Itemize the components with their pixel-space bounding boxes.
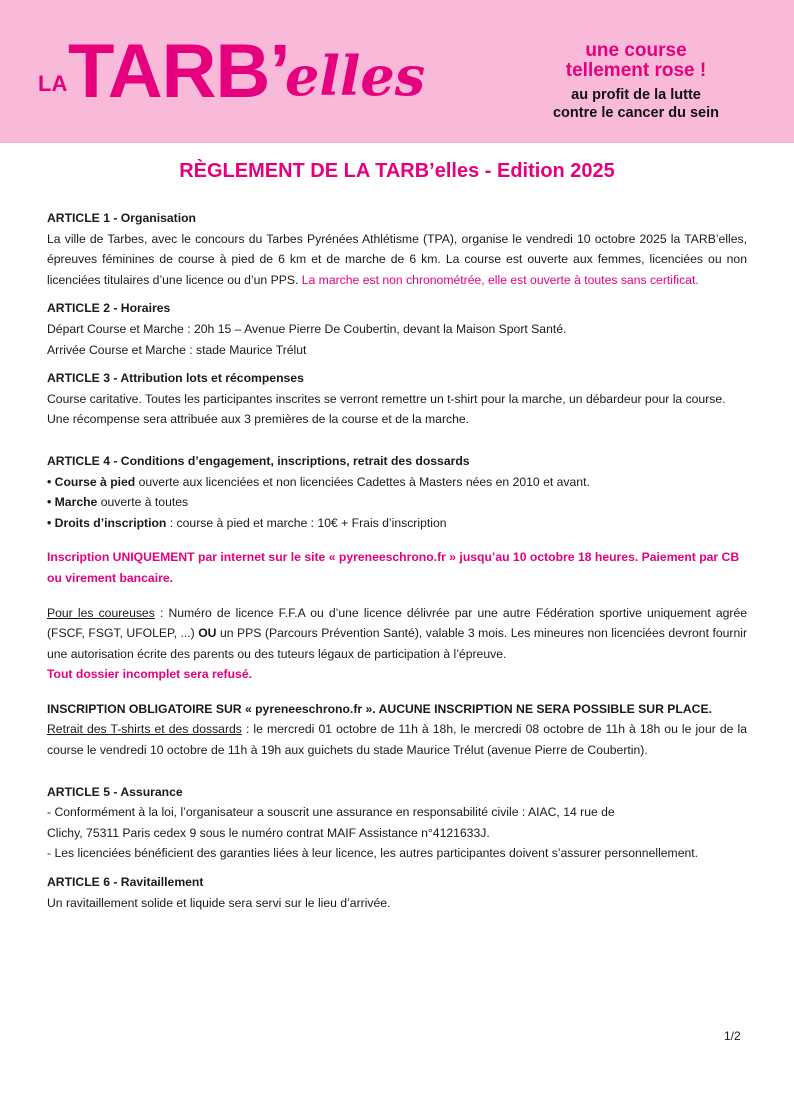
article-5-line-2: Clichy, 75311 Paris cedex 9 sous le numéro contrat MAIF Assistance n°4121633J.: [47, 825, 490, 840]
article-4-heading: ARTICLE 4 - Conditions d’engagement, inscriptions, retrait des dossards: [47, 453, 470, 468]
article-4-inscription-notice: Inscription UNIQUEMENT par internet sur le site « pyreneeschrono.fr » jusqu’au 10 octobre 18 heures. Paiement par CB ou virement bancaire.: [47, 550, 740, 585]
coureuses-text-1: : Numéro de licence F.F.A ou d’une licence délivrée par une autre Fédération sportive uniquement agrée (FSCF, FSGT, UFOLEP, ...): [47, 605, 748, 641]
article-3-text-1: Course caritative. Toutes les participantes inscrites se verront remettre un t-shirt pour la marche, un débardeur pour la course.: [47, 391, 726, 406]
page-number: 1/2: [724, 1029, 741, 1043]
coureuses-text-2: un PPS (Parcours Prévention Santé), valable 3 mois. Les mineures non licenciées devront fournir une autorisation écrite des parents ou des tuteurs légaux de participation à l’épreuve.: [47, 626, 748, 661]
article-6-heading: ARTICLE 6 - Ravitaillement: [47, 875, 204, 890]
rules-body: [47, 208, 747, 913]
article-5-line-3: - Les licenciées bénéficient des garanties liées à leur licence, les autres participantes doivent s’assurer personnellement.: [47, 846, 699, 861]
bullet-marche-text: ouverte à toutes: [97, 495, 189, 510]
logo-la-text: LA: [38, 71, 68, 96]
article-5-line-1: - Conformément à la loi, l’organisateur a souscrit une assurance en responsabilité civile : AIAC, 14 rue de: [47, 805, 615, 820]
bullet-marche-label: • Marche: [47, 495, 98, 510]
page-title: RÈGLEMENT DE LA TARB’elles - Edition 2025: [179, 160, 615, 182]
article-1-text: La ville de Tarbes, avec le concours du Tarbes Pyrénées Athlétisme (TPA), organise le vendredi 10 octobre 2025 la TARB’elles, épreuves féminines de course à pied de 6 km et de marche de 6 km. La course est ouverte aux femmes, licenciées ou non licenciées titulaires d’une licence ou d’un PPS.: [47, 231, 747, 287]
tagline-line-4: contre le cancer du sein: [552, 105, 719, 121]
article-1-heading: ARTICLE 1 - Organisation: [47, 211, 196, 225]
tagline-line-3: au profit de la lutte: [571, 87, 701, 103]
bullet-course-label: • Course à pied: [47, 474, 136, 489]
article-4-retrait: [47, 719, 747, 760]
logo-tarb-text: TARB’: [68, 29, 290, 114]
article-2-arrivee: Arrivée Course et Marche : stade Maurice Trélut: [47, 342, 307, 357]
coureuses-label: Pour les coureuses: [47, 605, 155, 620]
retrait-text: : le mercredi 01 octobre de 11h à 18h, le mercredi 08 octobre de 11h à 18h ou le jour de la course le vendredi 10 octobre de 11h à 19h aux guichets du stade Maurice Trélut (avenue Pierre de Coubertin).: [47, 722, 747, 758]
article-5-heading: ARTICLE 5 - Assurance: [47, 784, 183, 799]
retrait-label: Retrait des T-shirts et des dossards: [47, 722, 242, 737]
coureuses-ou: OU: [198, 626, 217, 641]
article-2-depart: Départ Course et Marche : 20h 15 – Avenue Pierre De Coubertin, devant la Maison Sport Santé.: [47, 321, 567, 336]
article-4-incomplet: Tout dossier incomplet sera refusé.: [47, 667, 252, 682]
bullet-droits-label: • Droits d’inscription: [47, 515, 167, 530]
tagline-rose: [548, 41, 724, 81]
article-4-bullet-droits: [47, 513, 747, 534]
article-3-text-2: Une récompense sera attribuée aux 3 premières de la course et de la marche.: [47, 412, 470, 427]
tagline-line-2: tellement rose !: [565, 60, 707, 81]
article-4-bullet-course: [47, 472, 747, 493]
article-4-coureuses: [47, 603, 747, 665]
bullet-course-text: ouverte aux licenciées et non licenciées Cadettes à Masters nées en 2010 et avant.: [135, 474, 590, 489]
article-2-heading: ARTICLE 2 - Horaires: [47, 301, 171, 316]
tagline-cause: [536, 86, 736, 122]
article-6-text: Un ravitaillement solide et liquide sera servi sur le lieu d’arrivée.: [47, 895, 391, 910]
article-1-highlight: La marche est non chronométrée, elle est ouverte à toutes sans certificat.: [301, 272, 699, 287]
article-4-obligatoire: INSCRIPTION OBLIGATOIRE SUR « pyreneeschrono.fr ». AUCUNE INSCRIPTION NE SERA POSSIBLE SUR PLACE.: [47, 701, 712, 716]
article-4-bullet-marche: [47, 492, 747, 513]
article-1-paragraph: [47, 229, 747, 291]
bullet-droits-text: : course à pied et marche : 10€ + Frais d’inscription: [166, 515, 447, 530]
article-3-heading: ARTICLE 3 - Attribution lots et récompenses: [47, 371, 304, 386]
logo-elles-text: elles: [285, 44, 426, 108]
tagline-line-1: une course: [585, 40, 687, 61]
header-banner: [0, 0, 794, 143]
